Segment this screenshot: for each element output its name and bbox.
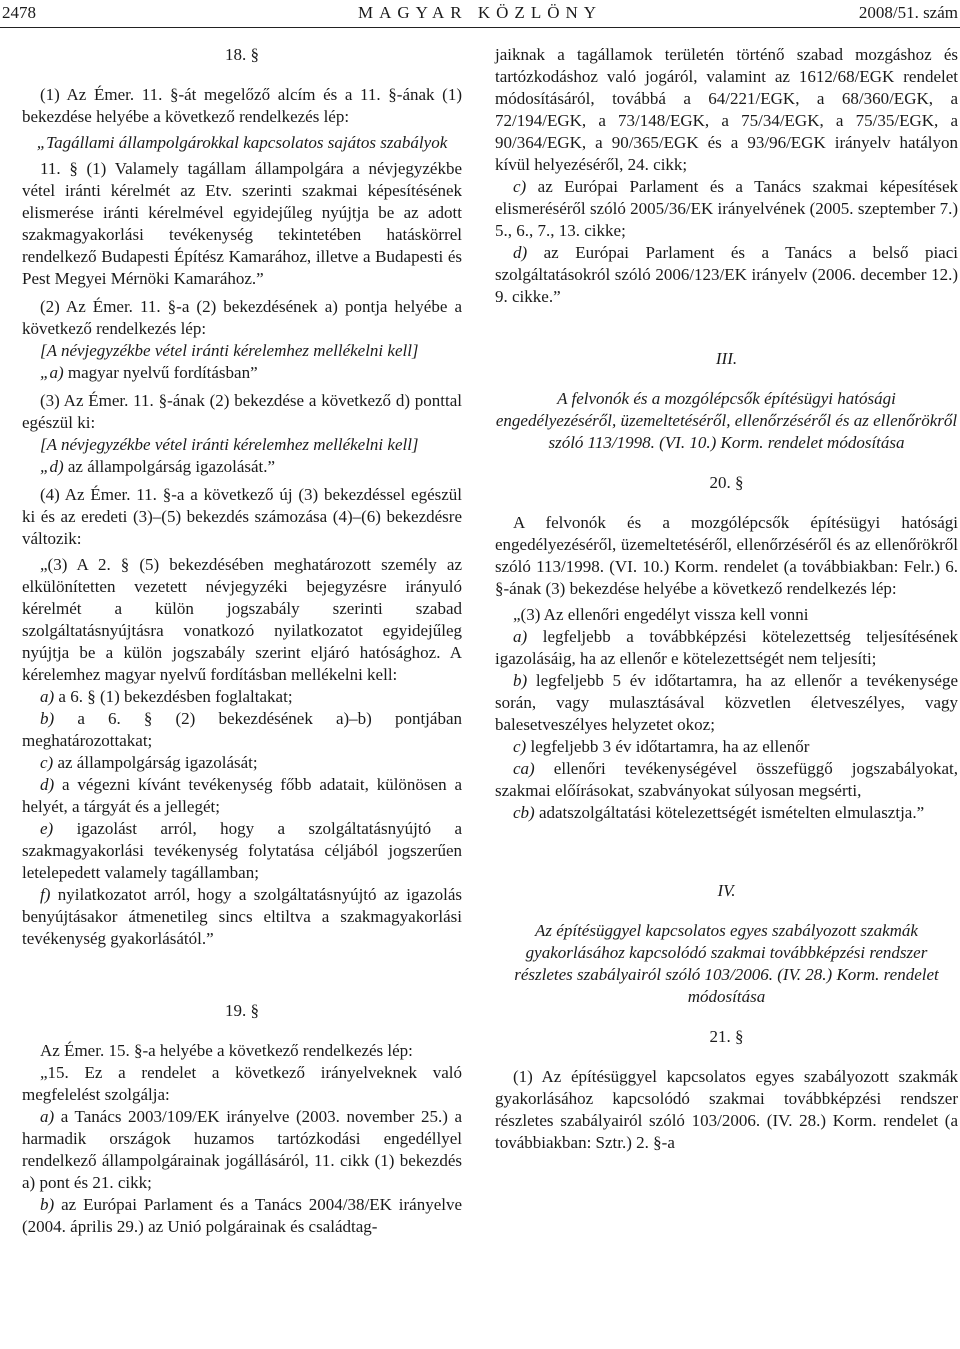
list-item [495, 758, 958, 802]
list-item [495, 736, 958, 758]
item-text: az Európai Parlament és a Tanács 2004/38/EK irányelve (2004. április 29.) az Unió polgárainak és családtag- [22, 1195, 463, 1236]
item-label: „d) [40, 457, 64, 476]
list-item [22, 456, 462, 478]
paragraph: „15. Ez a rendelet a következő irányelveknek való megfelelést szolgálja: [22, 1063, 462, 1104]
quote: [A névjegyzékbe vétel iránti kérelemhez mellékelni kell] [40, 341, 419, 360]
section-heading: 19. § [225, 1001, 259, 1020]
item-label: „a) [40, 363, 64, 382]
item-label: cb) [513, 803, 535, 822]
paragraph: A felvonók és a mozgólépcsők építésügyi hatósági engedélyezéséről, üzemeltetéséről, ellenőrzéséről és az ellenőrökről szóló 113/1998. (VI. 10.) Korm. rendelet (a továbbiakban: Felr.) 6. §-ának (3) bekezdése helyébe a következő rendelkezés lép: [495, 513, 958, 598]
item-text: ellenőri tevékenységével összefüggő jogszabályokat, szakmai előírásokat, szabványokat súlyosan megsérti, [495, 759, 958, 800]
item-label: b) [40, 709, 55, 728]
journal-title: MAGYAR KÖZLÖNY [357, 3, 603, 22]
item-text: az állampolgárság igazolását.” [67, 457, 276, 476]
item-text: az állampolgárság igazolását; [57, 753, 258, 772]
header-rule [0, 27, 960, 28]
list-item [495, 242, 958, 308]
list-item [495, 176, 958, 242]
list-item [22, 884, 462, 950]
list-item [22, 818, 462, 884]
paragraph: (1) Az építésüggyel kapcsolatos egyes szabályozott szakmák gyakorlásához kapcsolódó szakmai továbbképzési rendszer részletes szabályairól szóló 103/2006. (IV. 28.) Korm. rendelet (a továbbiakban: Sztr.) 2. §-a [495, 1067, 958, 1152]
item-text: a 6. § (1) bekezdésben foglaltakat; [58, 687, 293, 706]
subtitle: „Tagállami állampolgárokkal kapcsolatos sajátos szabályok [36, 133, 448, 152]
issue-number: 2008/51. szám [858, 3, 958, 22]
list-item [22, 1194, 462, 1238]
item-text: a 6. § (2) bekezdésének a)–b) pontjában meghatározottakat; [22, 709, 462, 750]
list-item [22, 774, 462, 818]
paragraph: „(3) A 2. § (5) bekezdésében meghatározott személy az elkülönítetten vezetett névjegyzéki bejegyzésre irányuló kérelmét a külön jogszabály szerinti szabad szolgáltatásnyújtásra vonatkozó nyilatkozatot egyidejűleg nyújtja be a külön jogszabály szerint eljáró hatósághoz. A kérelemhez magyar nyelvű fordításban mellékelni kell: [22, 555, 462, 684]
list-item [22, 362, 462, 384]
section-heading: 20. § [709, 473, 744, 492]
item-label: a) [513, 627, 528, 646]
section-heading: 18. § [225, 45, 259, 64]
part-number: IV. [717, 881, 736, 900]
item-text: legfeljebb a továbbképzési kötelezettség teljesítésének igazolásáig, ha az ellenőr e kötelezettségét nem teljesíti; [495, 627, 958, 668]
part-title: A felvonók és a mozgólépcsők építésügyi hatósági engedélyezéséről, üzemeltetéséről, ellenőrzéséről és az ellenőrökről szóló 113/1998. (VI. 10.) Korm. rendelet módosítása [495, 389, 958, 452]
item-label: a) [40, 1107, 55, 1126]
list-item [22, 686, 462, 708]
item-text: legfeljebb 5 év időtartamra, ha az ellenőr a tevékenysége során, vagy mulasztásával közvetlen életveszélyes, vagy balesetveszélyes helyzetet okoz; [495, 671, 959, 734]
item-text: az Európai Parlament és a Tanács a belső piaci szolgáltatásokról szóló 2006/123/EK irányelv (2006. december 12.) 9. cikke.” [495, 243, 958, 306]
left-column [22, 44, 462, 1238]
paragraph: „(3) Az ellenőri engedélyt vissza kell vonni [513, 605, 809, 624]
list-item [22, 708, 462, 752]
list-item [495, 626, 958, 670]
item-label: c) [513, 737, 527, 756]
right-column [495, 44, 958, 1154]
paragraph: jaiknak a tagállamok területén történő szabad mozgáshoz és tartózkodáshoz való jogáról, valamint az 1612/68/EGK rendelet módosításáról, továbbá a 64/221/EGK, a 68/360/EGK, a 72/194/EGK, a 73/148/EGK, a 75/34/EGK, a 75/35/EGK, a 90/364/EGK, a 90/365/EGK és a 93/96/EGK irányelv hatályon kívül helyezéséről, 24. cikk; [495, 45, 958, 174]
item-label: c) [40, 753, 54, 772]
item-label: d) [513, 243, 528, 262]
item-text: magyar nyelvű fordításban” [67, 363, 258, 382]
item-text: a Tanács 2003/109/EK irányelve (2003. november 25.) a harmadik országok huzamos tartózkodási engedéllyel rendelkező állampolgárainak jogállásáról, 11. cikk (1) bekezdés a) pont és 21. cikk; [22, 1107, 462, 1192]
paragraph: Az Émer. 15. §-a helyébe a következő rendelkezés lép: [40, 1041, 413, 1060]
paragraph: (2) Az Émer. 11. §-a (2) bekezdésének a) pontja helyébe a következő rendelkezés lép: [22, 297, 462, 338]
section-heading: 21. § [709, 1027, 744, 1046]
item-label: ca) [513, 759, 535, 778]
page-header [0, 0, 960, 30]
page-number: 2478 [2, 3, 36, 22]
item-label: e) [40, 819, 54, 838]
paragraph: (3) Az Émer. 11. §-ának (2) bekezdése a következő d) ponttal egészül ki: [22, 391, 462, 432]
list-item [495, 802, 958, 824]
part-title: Az építésüggyel kapcsolatos egyes szabályozott szakmák gyakorlásához kapcsolódó szakmai továbbképzési rendszer részletes szabályairól szóló 103/2006. (IV. 28.) Korm. rendelet módosítása [514, 921, 939, 1006]
item-label: f) [40, 885, 51, 904]
item-label: a) [40, 687, 55, 706]
item-label: c) [513, 177, 527, 196]
item-text: legfeljebb 3 év időtartamra, ha az ellenőr [530, 737, 810, 756]
list-item [22, 1106, 462, 1194]
paragraph: (1) Az Émer. 11. §-át megelőző alcím és a 11. §-ának (1) bekezdése helyébe a következő rendelkezés lép: [22, 85, 462, 126]
list-item [22, 752, 462, 774]
item-label: b) [513, 671, 528, 690]
item-text: igazolást arról, hogy a szolgáltatásnyújtó a szakmagyakorlási tevékenység folytatása céljából jogszerűen letelepedett valamely tagállamban; [22, 819, 463, 882]
paragraph: (4) Az Émer. 11. §-a a következő új (3) bekezdéssel egészül ki és az eredeti (3)–(5) bekezdés számozása (4)–(6) bekezdésre változik: [22, 485, 462, 548]
list-item [495, 670, 958, 736]
item-text: nyilatkozatot arról, hogy a szolgáltatásnyújtó az igazolás benyújtásakor átmenetileg sincs eltiltva a szakmagyakorlási tevékenység gyakorlásától.” [22, 885, 463, 948]
item-text: adatszolgáltatási kötelezettségét ismételten elmulasztja.” [538, 803, 925, 822]
item-label: b) [40, 1195, 55, 1214]
item-label: d) [40, 775, 55, 794]
item-text: a végezni kívánt tevékenység főbb adatait, különösen a helyét, a tárgyát és a jellegét; [22, 775, 462, 816]
part-number: III. [715, 349, 738, 368]
item-text: az Európai Parlament és a Tanács szakmai képesítések elismeréséről szóló 2005/36/EK irányelvének (2005. szeptember 7.) 5., 6., 7., 13. cikke; [495, 177, 959, 240]
paragraph: 11. § (1) Valamely tagállam állampolgára a névjegyzékbe vétel iránti kérelmét az Etv. szerinti szakmai képesítésének elismerése iránti kérelmével egyidejűleg nyújtja be az adott szakmagyakorlási tevékenység tekintetében hatáskörrel rendelkező Budapesti Építész Kamarához, illetve a Budapesti és Pest Megyei Mérnöki Kamarához.” [22, 159, 462, 288]
quote: [A névjegyzékbe vétel iránti kérelemhez mellékelni kell] [40, 435, 419, 454]
